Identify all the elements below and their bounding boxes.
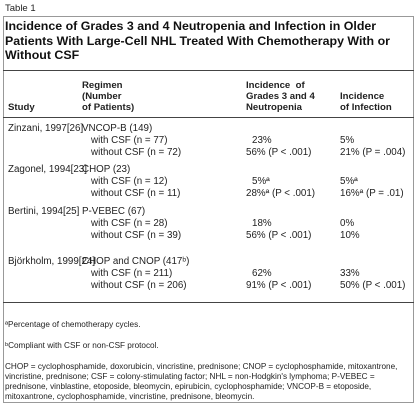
study-name: Zinzani, 1997[26] xyxy=(8,123,84,134)
header-regimen-line3: of Patients) xyxy=(82,102,135,113)
with-csf-label: with CSF (n = 211) xyxy=(91,268,173,279)
header-regimen-line1: Regimen xyxy=(82,80,123,91)
neutropenia-with: 23% xyxy=(252,135,272,146)
body-bottom-rule xyxy=(3,302,414,303)
neutropenia-with: 62% xyxy=(252,268,272,279)
study-name: Bertini, 1994[25] xyxy=(8,206,80,217)
abbreviations-note: CHOP = cyclophosphamide, doxorubicin, vincristine, prednisone; CNOP = cyclophosphamide, mitoxantrone, vincristine, prednisone; CSF = colony-stimulating factor; NHL = non-Hodgkin's lymphoma; P-VEBEC = prednisone, vinblastine, etoposide, bleomycin, epirubicin, cyclophosphamide; VNCOP-B = etoposide, mitoxantrone, cyclophosphamide, vincristine, prednisone, bleomycin. xyxy=(5,362,398,401)
without-csf-label: without CSF (n = 11) xyxy=(91,188,181,199)
header-infection-line2: of Infection xyxy=(340,102,392,113)
infection-without: 16%ª (P = .01) xyxy=(340,188,404,199)
with-csf-label: with CSF (n = 12) xyxy=(91,176,168,187)
header-infection-line1: Incidence xyxy=(340,91,385,102)
without-csf-label: without CSF (n = 206) xyxy=(91,280,187,291)
header-neutropenia-line1: Incidence of xyxy=(246,80,305,91)
regimen-name: CHOP (23) xyxy=(82,164,131,175)
without-csf-label: without CSF (n = 72) xyxy=(91,147,182,158)
header-neutropenia-line2: Grades 3 and 4 xyxy=(246,91,315,102)
infection-with: 33% xyxy=(340,268,360,279)
neutropenia-with: 18% xyxy=(252,218,272,229)
infection-without: 21% (P = .004) xyxy=(340,147,406,158)
regimen-name: CHOP and CNOP (417ᵇ) xyxy=(82,256,190,267)
footnote-a: ªPercentage of chemotherapy cycles. xyxy=(5,320,141,329)
infection-with: 0% xyxy=(340,218,355,229)
study-name: Björkholm, 1999[24] xyxy=(8,256,96,267)
header-top-rule xyxy=(3,70,414,71)
infection-without: 10% xyxy=(340,230,360,241)
header-neutropenia-line3: Neutropenia xyxy=(246,102,302,113)
neutropenia-without: 56% (P < .001) xyxy=(246,147,312,158)
regimen-name: VNCOP-B (149) xyxy=(82,123,153,134)
neutropenia-without: 28%ª (P < .001) xyxy=(246,188,316,199)
study-name: Zagonel, 1994[23] xyxy=(8,164,87,175)
infection-without: 50% (P < .001) xyxy=(340,280,406,291)
footnote-b: ᵇCompliant with CSF or non-CSF protocol. xyxy=(5,341,159,350)
without-csf-label: without CSF (n = 39) xyxy=(91,230,182,241)
infection-with: 5%ª xyxy=(340,176,358,187)
header-study: Study xyxy=(8,102,35,113)
header-bottom-rule xyxy=(3,117,414,118)
neutropenia-with: 5%ª xyxy=(252,176,270,187)
header-regimen-line2: (Number xyxy=(82,91,122,102)
regimen-name: P-VEBEC (67) xyxy=(82,206,146,217)
neutropenia-without: 56% (P < .001) xyxy=(246,230,312,241)
table-label: Table 1 xyxy=(5,3,36,14)
infection-with: 5% xyxy=(340,135,355,146)
table-title: Incidence of Grades 3 and 4 Neutropenia and Infection in Older Patients With Large-Cell NHL Treated With Chemotherapy With or Without CSF xyxy=(5,19,390,62)
with-csf-label: with CSF (n = 28) xyxy=(91,218,168,229)
with-csf-label: with CSF (n = 77) xyxy=(91,135,168,146)
neutropenia-without: 91% (P < .001) xyxy=(246,280,312,291)
